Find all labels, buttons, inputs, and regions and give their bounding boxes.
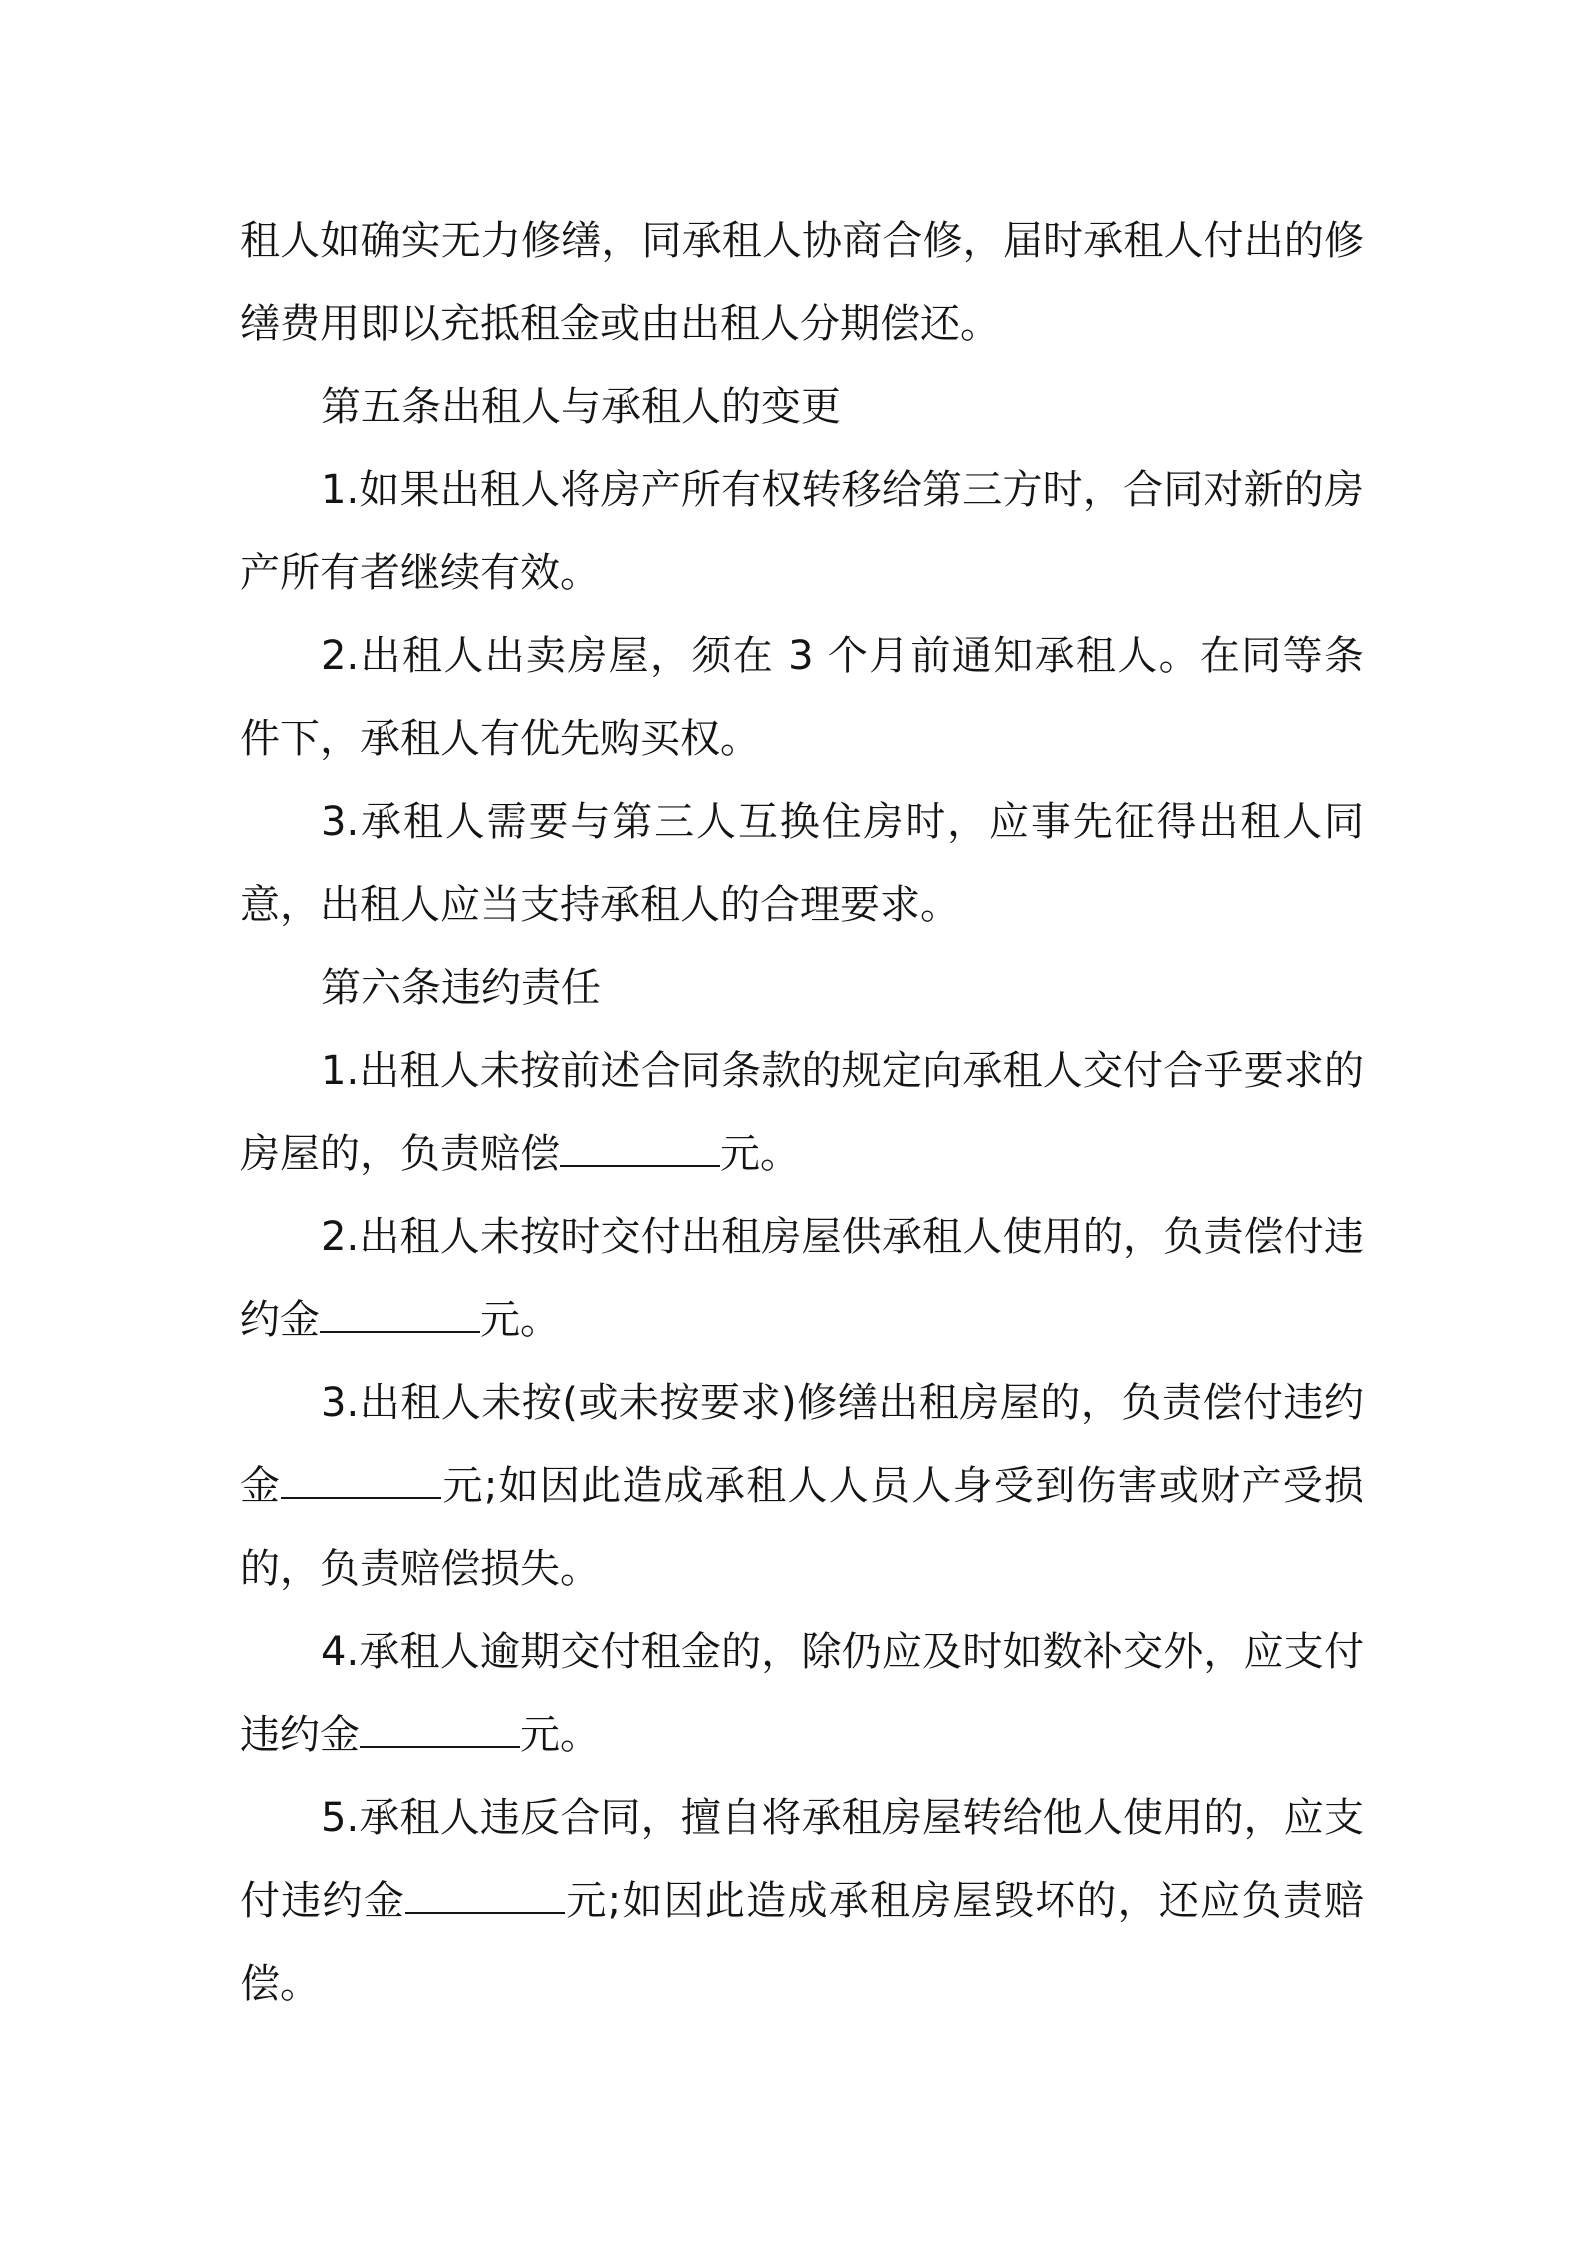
blank-amount-field[interactable]: [560, 1131, 720, 1167]
clause-text: 3.出租人未按(或未按要求)修缮出租房屋的，负责偿付违约金: [240, 1380, 1364, 1509]
clause-text: 元。: [720, 1131, 800, 1177]
article-6-heading: [240, 947, 1364, 1030]
clause-text: 元。: [520, 1712, 600, 1758]
heading-text: 第六条违约责任: [321, 965, 601, 1011]
clause-text: 5.承租人违反合同，擅自将承租房屋转给他人使用的，应支付违约金: [240, 1795, 1364, 1924]
article-5-heading: [240, 366, 1364, 449]
clause-text: 元;如因此造成承租房屋毁坏的，还应负责赔偿。: [240, 1878, 1364, 2007]
article-5-clause-1: [240, 449, 1364, 615]
clause-text: 2.出租人出卖房屋，须在 3 个月前通知承租人。在同等条件下，承租人有优先购买权。: [240, 633, 1364, 762]
article-6-clause-1: [240, 1030, 1364, 1196]
blank-amount-field[interactable]: [281, 1463, 441, 1499]
article-5-clause-2: [240, 615, 1364, 781]
clause-text: 1.出租人未按前述合同条款的规定向承租人交付合乎要求的房屋的，负责赔偿: [240, 1048, 1364, 1177]
paragraph-text: 租人如确实无力修缮，同承租人协商合修，届时承租人付出的修缮费用即以充抵租金或由出租人分期偿还。: [240, 218, 1364, 347]
blank-amount-field[interactable]: [320, 1297, 480, 1333]
document-page: [240, 200, 1364, 2026]
article-6-clause-3: [240, 1362, 1364, 1611]
blank-amount-field[interactable]: [360, 1712, 520, 1748]
clause-text: 元;如因此造成承租人人员人身受到伤害或财产受损的，负责赔偿损失。: [240, 1463, 1365, 1592]
article-6-clause-4: [240, 1611, 1364, 1777]
article-6-clause-2: [240, 1196, 1364, 1362]
clause-text: 2.出租人未按时交付出租房屋供承租人使用的，负责偿付违约金: [240, 1214, 1364, 1343]
heading-text: 第五条出租人与承租人的变更: [321, 384, 841, 430]
blank-amount-field[interactable]: [405, 1878, 565, 1914]
paragraph-repair-continuation: [240, 200, 1364, 366]
clause-text: 元。: [480, 1297, 560, 1343]
clause-text: 1.如果出租人将房产所有权转移给第三方时，合同对新的房产所有者继续有效。: [240, 467, 1364, 596]
article-6-clause-5: [240, 1777, 1364, 2026]
clause-text: 4.承租人逾期交付租金的，除仍应及时如数补交外，应支付违约金: [240, 1629, 1364, 1758]
article-5-clause-3: [240, 781, 1364, 947]
clause-text: 3.承租人需要与第三人互换住房时，应事先征得出租人同意，出租人应当支持承租人的合理要求。: [240, 799, 1364, 928]
